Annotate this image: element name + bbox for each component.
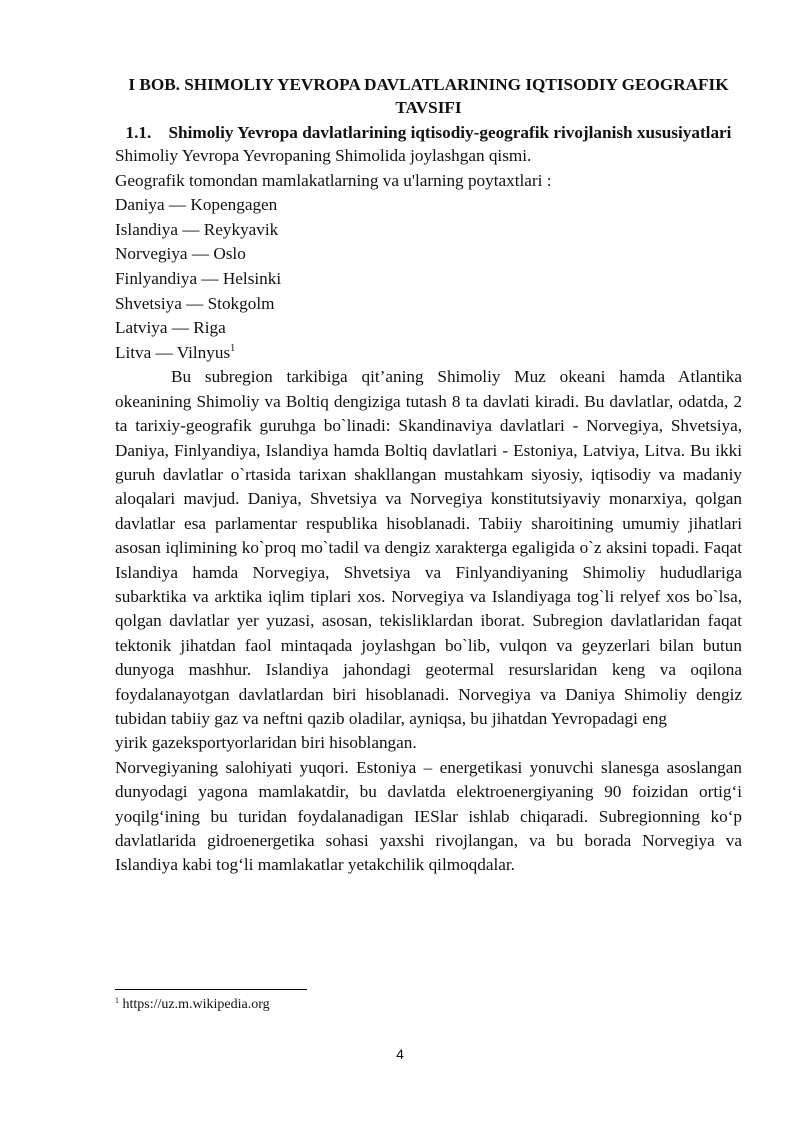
country-line: Islandiya — Reykyavik [115,219,279,239]
section-title: 1.1. Shimoliy Yevropa davlatlarining iqtisodiy-geografik rivojlanish xususiyatlari [125,123,732,142]
body-paragraph: Bu subregion tarkibiga qit’aning Shimoliy Muz okeani hamda Atlantika okeanining Shimoliy va Boltiq dengiziga tutash 8 ta davlati kiradi. Bu davlatlar, odatda, 2 ta tarixiy-geografik guruhga bo`linadi: Skandinaviya davlatlari - Norvegiya, Shvetsiya, Daniya, Finlyandiya, Islandiya hamda Boltiq davlatlari - Estoniya, Latviya, Litva. Bu ikki guruh davlatlar o`rtasida tarixan shakllangan mustahkam siyosiy, iqtisodiy va madaniy aloqalari mavjud. Daniya, Shvetsiya va Norvegiya konstitutsiyaviy monarxiya, qolgan davlatlar esa parlamentar respublika hisoblanadi. Tabiiy sharoitining umumiy jihatlari asosan iqlimining ko`proq mo`tadil va dengiz xarakterga egaligida o`z aksini topadi. Faqat Islandiya hamda Norvegiya, Shvetsiya va Finlyandiyaning Shimoliy hududlariga subarktika va arktika iqlim tiplari xos. Norvegiya va Islandiyaga tog`li relyef xos bo`lsa, qolgan davlatlar yer yuzasi, asosan, tekisliklardan iborat. Subregion davlatlaridan faqat tektonik jihatdan faol mintaqada joylashgan bo`lib, vulqon va geyzerlari bilan butun dunyoga mashhur. Islandiya jahondagi geotermal resurslaridan keng va oqilona foydalanayotgan davlatlardan biri hisoblanadi. Norvegiya va Daniya Shimoliy dengiz tubidan tabiiy gaz va neftni qazib oladilar, ayniqsa, bu jihatdan Yevropadagi eng [115,367,742,729]
footnote-link[interactable]: https://uz.m.wikipedia.org [122,997,270,1012]
country-line: Finlyandiya — Helsinki [115,268,282,288]
country-line-with-footnote [115,341,742,366]
country-line: Daniya — Kopengagen [115,195,278,215]
country-line: Latviya — Riga [115,318,226,338]
footnote-divider [115,989,307,990]
intro-line: Shimoliy Yevropa Yevropaning Shimolida joylashgan qismi. [115,146,532,165]
body-paragraph-end: yirik gazeksportyorlaridan biri hisoblangan. [115,733,417,753]
footnote [115,996,270,1014]
country-line: Shvetsiya — Stokgolm [115,293,275,313]
footnote-reference[interactable]: 1 [230,342,236,354]
intro-line: Geografik tomondan mamlakatlarning va u'larning poytaxtlari : [115,170,552,190]
body-paragraph: Norvegiyaning salohiyati yuqori. Estoniya – energetikasi yonuvchi slanesga asoslangan dunyodagi yagona mamlakatdir, bu davlatda elektroenergiyaning 90 foizidan ortig‘i yoqilg‘ining bu turidan foydalanadigan IESlar ishlab chiqaradi. Subregionning ko‘p davlatlarida gidroenergetika sohasi yaxshi rivojlangan, va bu borada Norvegiya va Islandiya kabi tog‘li mamlakatlar yetakchilik qilmoqdalar. [115,757,742,875]
page-content [115,73,742,878]
country-line: Norvegiya — Oslo [115,244,246,264]
chapter-title: I BOB. SHIMOLIY YEVROPA DAVLATLARINING IQTISODIY GEOGRAFIK TAVSIFI [128,75,729,117]
country-line: Litva — Vilnyus [115,342,231,362]
page-number: 4 [396,1046,404,1062]
footnote-marker: 1 [115,996,119,1005]
